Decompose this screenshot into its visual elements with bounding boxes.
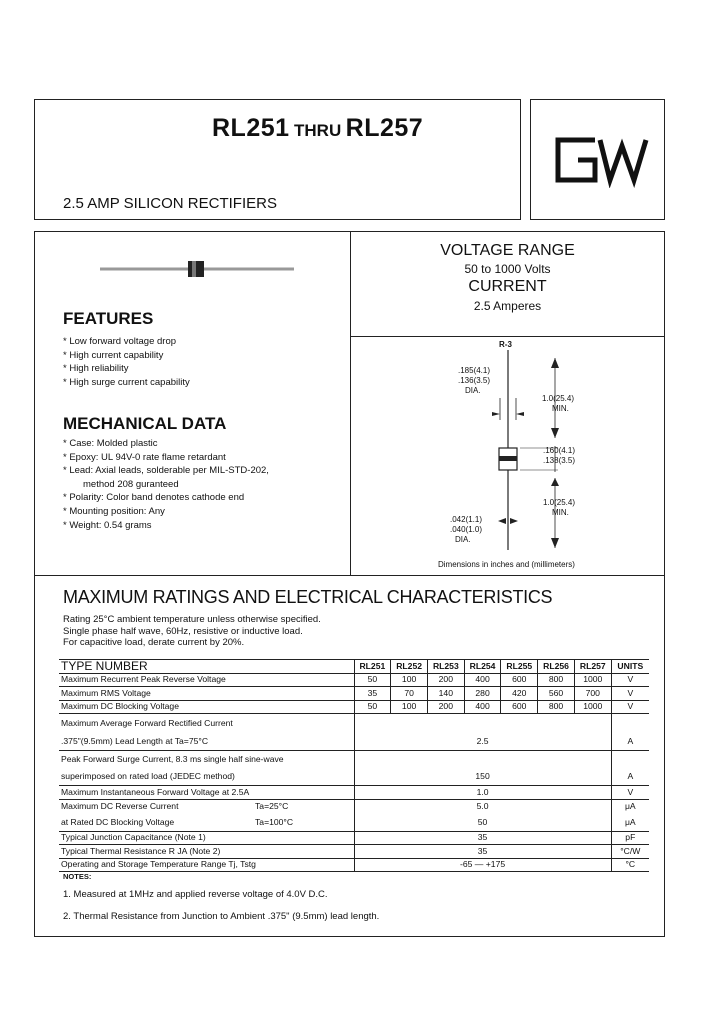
ratings-title: MAXIMUM RATINGS AND ELECTRICAL CHARACTERISTICS: [63, 587, 553, 607]
cell: 420: [501, 687, 538, 701]
cell: 35: [354, 687, 391, 701]
cell: 1000: [574, 700, 611, 714]
table-row: [59, 673, 649, 687]
list-item: * Mounting position: Any: [63, 505, 165, 517]
voltage-range-title: VOLTAGE RANGE: [440, 242, 575, 259]
lead-dia-max: .042(1.1): [450, 515, 483, 524]
table-header-row: [59, 660, 649, 674]
column-header: RL253: [427, 660, 464, 674]
cell: 800: [538, 700, 575, 714]
part-title: [212, 114, 423, 143]
cell: 700: [574, 687, 611, 701]
list-item: * Low forward voltage drop: [63, 336, 177, 347]
column-header: RL257: [574, 660, 611, 674]
condition-label: Ta=100°C: [255, 816, 294, 827]
row-label: Maximum RMS Voltage: [59, 687, 354, 701]
diode-illustration: [100, 258, 296, 280]
row-label: Peak Forward Surge Current, 8.3 ms single half sine-wave: [61, 754, 284, 764]
table-row: [59, 751, 649, 769]
cell: 2.5: [354, 733, 611, 751]
current-title: CURRENT: [468, 278, 547, 295]
thru-label: THRU: [294, 121, 342, 140]
list-item: * High surge current capability: [63, 376, 190, 388]
ratings-table: [59, 659, 649, 872]
row-label: Maximum DC Reverse Current: [61, 801, 179, 811]
body-dia-min: .136(3.5): [458, 376, 491, 385]
unit-cell: pF: [611, 831, 649, 845]
unit-cell: °C: [611, 858, 649, 872]
column-header: RL252: [391, 660, 428, 674]
dimension-caption: Dimensions in inches and (millimeters): [438, 560, 575, 569]
column-header: RL254: [464, 660, 501, 674]
cell: 400: [464, 673, 501, 687]
cell: -65 — +175: [354, 858, 611, 872]
unit-cell: μA: [611, 799, 649, 814]
lead-len-top: 1.0(25.4): [542, 394, 575, 403]
row-label: .375"(9.5mm) Lead Length at Ta=75°C: [59, 733, 354, 751]
row-label: Maximum DC Blocking Voltage: [59, 700, 354, 714]
gw-logo-mark: [550, 132, 650, 188]
list-item: method 208 guranteed: [83, 478, 179, 490]
table-row: [59, 687, 649, 701]
row-label: Operating and Storage Temperature Range Tj, Tstg: [59, 858, 354, 872]
cell: 150: [354, 768, 611, 786]
row-label: at Rated DC Blocking Voltage: [61, 816, 175, 827]
type-number-label: TYPE NUMBER: [59, 660, 354, 674]
table-row: [59, 786, 649, 800]
note-line: For capacitive load, derate current by 20%.: [63, 637, 245, 648]
body-len-min: .138(3.5): [543, 456, 576, 465]
list-item: * Case: Molded plastic: [63, 438, 158, 449]
footnote-2: 2. Thermal Resistance from Junction to Ambient .375" (9.5mm) lead length.: [63, 911, 380, 922]
list-item: * Weight: 0.54 grams: [63, 519, 152, 531]
list-item: * High reliability: [63, 363, 129, 375]
mechanical-list: [63, 437, 269, 532]
cell: 200: [427, 700, 464, 714]
row-label: Typical Junction Capacitance (Note 1): [59, 831, 354, 845]
table-row: [59, 768, 649, 786]
table-row: [59, 733, 649, 751]
voltage-block: [350, 242, 665, 313]
subtitle: 2.5 AMP SILICON RECTIFIERS: [63, 195, 277, 212]
cell: 560: [538, 687, 575, 701]
lead-dia-label: DIA.: [455, 535, 471, 544]
unit-cell: μA: [611, 814, 649, 832]
footnotes-title: NOTES:: [63, 872, 92, 881]
ratings-notes: [63, 614, 321, 649]
column-header: RL256: [538, 660, 575, 674]
units-header: UNITS: [611, 660, 649, 674]
row-label: Maximum Recurrent Peak Reverse Voltage: [59, 673, 354, 687]
lead-dia-min: .040(1.0): [450, 525, 483, 534]
table-row: [59, 858, 649, 872]
unit-cell: V: [611, 700, 649, 714]
unit-cell: A: [611, 768, 649, 786]
lead-len-top-min: MIN.: [552, 404, 569, 413]
body-len-max: .160(4.1): [543, 446, 576, 455]
cell: 70: [391, 687, 428, 701]
part-from: RL251: [212, 114, 290, 142]
row-label: Typical Thermal Resistance R JA (Note 2): [59, 845, 354, 859]
cell: 140: [427, 687, 464, 701]
column-header: RL255: [501, 660, 538, 674]
voltage-range-value: 50 to 1000 Volts: [464, 262, 551, 276]
note-line: Rating 25°C ambient temperature unless otherwise specified.: [63, 614, 321, 625]
right-divider: [350, 336, 665, 337]
list-item: * Polarity: Color band denotes cathode end: [63, 492, 245, 504]
row-label: Maximum Average Forward Rectified Current: [61, 718, 233, 728]
lead-len-bot-min: MIN.: [552, 508, 569, 517]
features-title: FEATURES: [63, 309, 154, 328]
unit-cell: °C/W: [611, 845, 649, 859]
unit-cell: V: [611, 786, 649, 800]
body-dia-max: .185(4.1): [458, 366, 491, 375]
diode-icon: [100, 258, 296, 280]
table-row: [59, 814, 649, 832]
cell: 50: [354, 673, 391, 687]
note-line: Single phase half wave, 60Hz, resistive or inductive load.: [63, 625, 303, 637]
list-item: * Epoxy: UL 94V-0 rate flame retardant: [63, 451, 226, 463]
cell: 50: [354, 814, 611, 832]
cell: 280: [464, 687, 501, 701]
cell: 5.0: [354, 799, 611, 814]
cell: 600: [501, 700, 538, 714]
table-row: [59, 831, 649, 845]
cell: 200: [427, 673, 464, 687]
table-row: [59, 845, 649, 859]
cell: 100: [391, 673, 428, 687]
column-header: RL251: [354, 660, 391, 674]
row-label: Maximum Instantaneous Forward Voltage at 2.5A: [59, 786, 354, 800]
footnote-1: 1. Measured at 1MHz and applied reverse voltage of 4.0V D.C.: [63, 889, 328, 900]
table-row: [59, 799, 649, 814]
section-divider: [34, 575, 665, 576]
cell: 600: [501, 673, 538, 687]
cell: 1.0: [354, 786, 611, 800]
lead-len-bot: 1.0(25.4): [543, 498, 576, 507]
body-dia-label: DIA.: [465, 386, 481, 395]
cell: 800: [538, 673, 575, 687]
unit-cell: V: [611, 673, 649, 687]
cell: 400: [464, 700, 501, 714]
cell: 100: [391, 700, 428, 714]
list-item: * Lead: Axial leads, solderable per MIL-STD-202,: [63, 465, 269, 477]
list-item: * High current capability: [63, 349, 164, 361]
package-name: R-3: [499, 340, 512, 349]
mechanical-title: MECHANICAL DATA: [63, 414, 227, 433]
cell: 35: [354, 845, 611, 859]
condition-label: Ta=25°C: [255, 801, 289, 811]
table-row: [59, 714, 649, 734]
part-to: RL257: [345, 114, 424, 142]
unit-cell: V: [611, 687, 649, 701]
gw-logo: [550, 132, 650, 188]
cell: 1000: [574, 673, 611, 687]
row-label: superimposed on rated load (JEDEC method): [59, 768, 354, 786]
current-value: 2.5 Amperes: [473, 299, 542, 313]
features-list: [63, 335, 190, 389]
cell: 50: [354, 700, 391, 714]
table-row: [59, 700, 649, 714]
unit-cell: A: [611, 733, 649, 751]
cell: 35: [354, 831, 611, 845]
